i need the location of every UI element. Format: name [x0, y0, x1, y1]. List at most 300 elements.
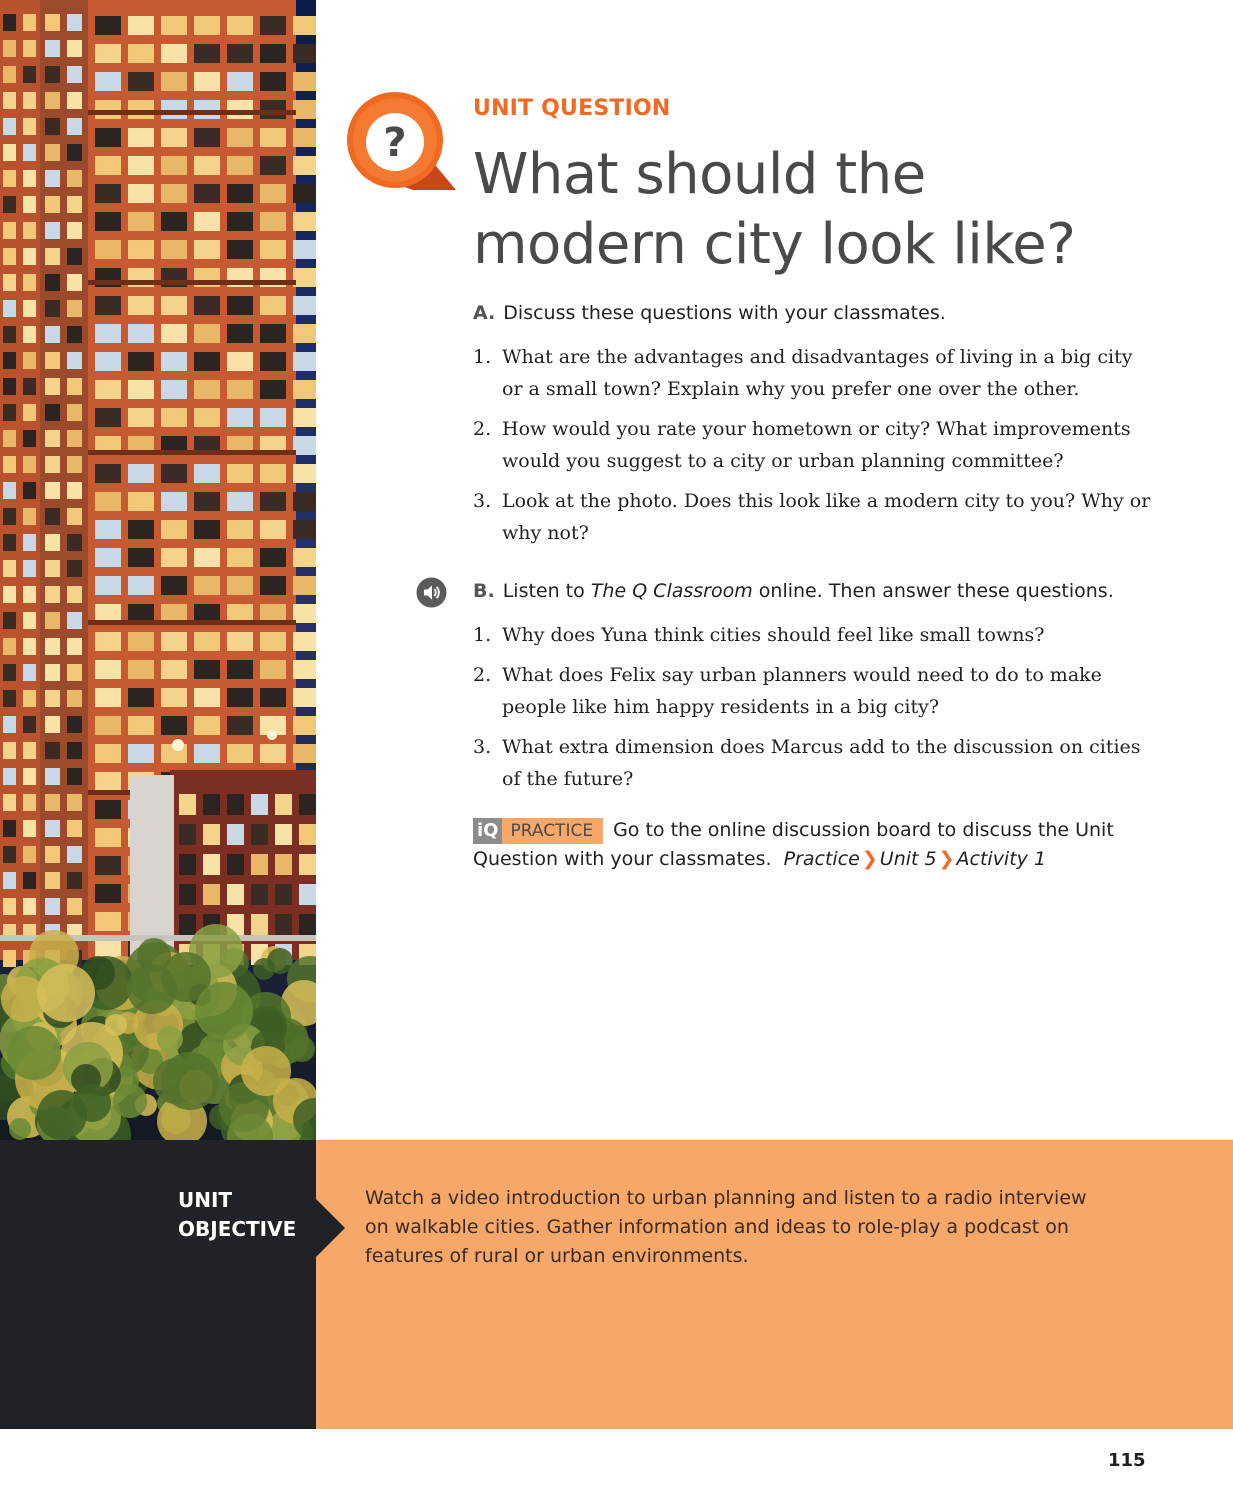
section-b-instruction-after: online. Then answer these questions.	[752, 580, 1114, 602]
building-window	[275, 914, 292, 935]
iq-practice-badge	[473, 818, 603, 844]
building-window	[23, 768, 36, 785]
speaker-icon[interactable]	[416, 577, 447, 608]
building-window	[3, 300, 16, 317]
building-window	[227, 660, 253, 679]
building-window	[67, 638, 82, 655]
building-window	[179, 824, 196, 845]
building-window	[128, 16, 154, 35]
building-window	[3, 664, 16, 681]
objective-label-panel	[0, 1140, 316, 1429]
building-window	[3, 508, 16, 525]
path-activity[interactable]: Activity 1	[956, 848, 1047, 870]
building-window	[227, 632, 253, 651]
building-window	[194, 352, 220, 371]
page-number: 115	[1108, 1450, 1146, 1471]
section-b-instruction-before: Listen to	[502, 580, 591, 602]
building-window	[128, 520, 154, 539]
building-window	[67, 508, 82, 525]
building-window	[23, 872, 36, 889]
greenery	[195, 982, 253, 1040]
question-number: 2.	[473, 664, 492, 686]
building-window	[45, 66, 60, 83]
building-window	[67, 690, 82, 707]
building-window	[67, 170, 82, 187]
building-window	[260, 128, 286, 147]
city-photo	[0, 0, 316, 1140]
unit-question-label: UNIT QUESTION	[473, 96, 671, 121]
unit-question-title	[473, 140, 1193, 280]
building-window	[251, 914, 268, 935]
building-window	[45, 40, 60, 57]
question-number: 1.	[473, 624, 492, 646]
building-window	[299, 914, 316, 935]
building-window	[67, 664, 82, 681]
building-window	[45, 690, 60, 707]
building-window	[161, 72, 187, 91]
building-window	[275, 884, 292, 905]
building-window	[260, 408, 286, 427]
building-window	[227, 324, 253, 343]
building-window	[45, 560, 60, 577]
building-window	[45, 248, 60, 265]
building-window	[95, 912, 121, 931]
building-window	[227, 688, 253, 707]
building-window	[45, 404, 60, 421]
building-window	[161, 184, 187, 203]
building-window	[45, 456, 60, 473]
section-b-questions	[473, 619, 1153, 803]
building-window	[293, 296, 316, 315]
building-window	[194, 240, 220, 259]
building-window	[23, 274, 36, 291]
building-window	[227, 492, 253, 511]
building-window	[227, 44, 253, 63]
building-window	[95, 352, 121, 371]
building-window	[3, 534, 16, 551]
question-item	[473, 731, 1153, 795]
building-window	[67, 456, 82, 473]
building-window	[161, 212, 187, 231]
question-text: Why does Yuna think cities should feel like small towns?	[502, 624, 1045, 646]
building-window	[67, 586, 82, 603]
building-window	[293, 576, 316, 595]
building-window	[3, 404, 16, 421]
q-classroom-title: The Q Classroom	[590, 580, 753, 602]
unit-question-logo-icon	[343, 90, 459, 198]
building-window	[293, 604, 316, 623]
building-window	[95, 408, 121, 427]
building-window	[3, 378, 16, 395]
building-window	[194, 324, 220, 343]
building-window	[299, 854, 316, 875]
building-window	[227, 854, 244, 875]
building-window	[227, 576, 253, 595]
building-window	[293, 548, 316, 567]
building-window	[3, 820, 16, 837]
question-number: 1.	[473, 346, 492, 368]
question-number: 3.	[473, 736, 492, 758]
building-window	[227, 520, 253, 539]
building-window	[45, 300, 60, 317]
building-window	[45, 742, 60, 759]
building-window	[45, 612, 60, 629]
building-window	[161, 100, 187, 119]
title-line-1: What should the	[473, 142, 926, 207]
building-window	[23, 248, 36, 265]
building-window	[23, 846, 36, 863]
building-window	[194, 16, 220, 35]
building-ledge	[88, 110, 296, 115]
building-window	[194, 128, 220, 147]
building-window	[194, 548, 220, 567]
iq-practice-note	[473, 816, 1173, 874]
building-window	[3, 170, 16, 187]
building-window	[203, 794, 220, 815]
building-window	[128, 688, 154, 707]
building-window	[161, 464, 187, 483]
question-number: 2.	[473, 418, 492, 440]
building-window	[260, 464, 286, 483]
building-window	[23, 482, 36, 499]
building-window	[67, 300, 82, 317]
building-window	[161, 408, 187, 427]
building-window	[95, 632, 121, 651]
building-window	[67, 326, 82, 343]
building-window	[3, 950, 16, 967]
building-window	[23, 66, 36, 83]
objective-label-line-2: OBJECTIVE	[178, 1217, 297, 1241]
question-item	[473, 485, 1153, 549]
building-window	[251, 824, 268, 845]
building-window	[3, 14, 16, 31]
building-window	[128, 128, 154, 147]
building-window	[3, 794, 16, 811]
building-window	[95, 772, 121, 791]
building-window	[67, 378, 82, 395]
building-window	[23, 196, 36, 213]
building-window	[161, 44, 187, 63]
building-window	[23, 118, 36, 135]
building-window	[227, 72, 253, 91]
building-window	[23, 742, 36, 759]
building-window	[23, 898, 36, 915]
building-window	[293, 464, 316, 483]
building-window	[194, 100, 220, 119]
building-window	[227, 212, 253, 231]
building-window	[227, 156, 253, 175]
building-window	[161, 352, 187, 371]
greenery	[105, 1014, 127, 1036]
building-window	[45, 872, 60, 889]
greenery	[289, 1036, 315, 1062]
practice-path[interactable]	[784, 848, 1046, 870]
building-window	[260, 72, 286, 91]
path-practice[interactable]: Practice	[783, 848, 860, 870]
building-window	[95, 660, 121, 679]
building-window	[128, 240, 154, 259]
building-window	[260, 100, 286, 119]
city-photo-illustration	[0, 0, 316, 1140]
building-window	[260, 688, 286, 707]
building-window	[3, 846, 16, 863]
building-window	[227, 408, 253, 427]
building-window	[3, 690, 16, 707]
building-window	[95, 688, 121, 707]
building-ledge	[88, 620, 296, 625]
building-window	[194, 744, 220, 763]
question-mark-glyph: ?	[383, 120, 407, 166]
building-window	[23, 560, 36, 577]
building-window	[128, 548, 154, 567]
building-window	[45, 144, 60, 161]
building-window	[67, 612, 82, 629]
building-window	[194, 380, 220, 399]
greenery	[37, 964, 95, 1022]
building-window	[293, 492, 316, 511]
building-window	[3, 92, 16, 109]
building-window	[194, 408, 220, 427]
building-window	[194, 156, 220, 175]
building-window	[23, 404, 36, 421]
building-window	[161, 492, 187, 511]
building-window	[67, 248, 82, 265]
building-window	[194, 520, 220, 539]
building-window	[293, 716, 316, 735]
building-window	[275, 794, 292, 815]
question-text: Look at the photo. Does this look like a modern city to you? Why or why not?	[502, 490, 1151, 544]
building-window	[293, 156, 316, 175]
building-window	[67, 274, 82, 291]
section-a-instruction: Discuss these questions with your classmates.	[503, 302, 946, 324]
building-window	[45, 378, 60, 395]
building-window	[95, 324, 121, 343]
building-window	[203, 884, 220, 905]
building-window	[23, 638, 36, 655]
building-window	[67, 846, 82, 863]
building-window	[23, 612, 36, 629]
building-window	[23, 170, 36, 187]
building-window	[194, 184, 220, 203]
building-window	[179, 914, 196, 935]
greenery	[7, 1026, 61, 1080]
building-window	[3, 872, 16, 889]
chevron-right-icon: ❯	[861, 848, 878, 870]
building-window	[227, 240, 253, 259]
building-window	[161, 716, 187, 735]
building-window	[161, 548, 187, 567]
building-window	[299, 884, 316, 905]
building-window	[128, 744, 154, 763]
greenery	[113, 1084, 147, 1118]
building-window	[227, 716, 253, 735]
building-window	[45, 196, 60, 213]
building-window	[95, 240, 121, 259]
building-window	[95, 380, 121, 399]
building-window	[128, 576, 154, 595]
building-window	[260, 576, 286, 595]
greenery	[241, 1046, 291, 1096]
building-window	[194, 716, 220, 735]
building-window	[128, 352, 154, 371]
building-window	[128, 184, 154, 203]
building-window	[227, 884, 244, 905]
building-window	[194, 632, 220, 651]
building-window	[67, 482, 82, 499]
building-window	[45, 716, 60, 733]
building-window	[67, 222, 82, 239]
building-window	[128, 408, 154, 427]
building-window	[3, 352, 16, 369]
building-window	[293, 436, 316, 455]
building-window	[67, 560, 82, 577]
building-window	[293, 660, 316, 679]
building-window	[293, 184, 316, 203]
building-window	[161, 688, 187, 707]
building-window	[227, 548, 253, 567]
building-window	[260, 632, 286, 651]
building-window	[23, 144, 36, 161]
building-window	[45, 586, 60, 603]
building-window	[128, 296, 154, 315]
building-window	[293, 128, 316, 147]
building-window	[260, 44, 286, 63]
building-window	[95, 716, 121, 735]
building-window	[128, 716, 154, 735]
building-window	[203, 854, 220, 875]
building-window	[95, 744, 121, 763]
building-window	[128, 324, 154, 343]
building-window	[227, 794, 244, 815]
building-window	[95, 184, 121, 203]
building-window	[95, 800, 121, 819]
building-window	[3, 586, 16, 603]
building-window	[45, 820, 60, 837]
building-window	[67, 40, 82, 57]
building-window	[227, 296, 253, 315]
building-window	[260, 380, 286, 399]
building-window	[293, 100, 316, 119]
building-window	[293, 688, 316, 707]
greenery	[161, 1052, 219, 1110]
building-window	[23, 378, 36, 395]
building-window	[67, 66, 82, 83]
building-window	[95, 44, 121, 63]
building-window	[227, 824, 244, 845]
building-window	[95, 548, 121, 567]
greenery	[73, 1084, 111, 1122]
practice-text: Go to the online discussion board to discuss the Unit Question with your classmates.	[473, 819, 1114, 870]
objective-label-line-1: UNIT	[178, 1188, 233, 1212]
question-item	[473, 619, 1153, 651]
building-window	[95, 156, 121, 175]
building-window	[95, 296, 121, 315]
building-window	[67, 794, 82, 811]
building-window	[128, 632, 154, 651]
building-window	[260, 660, 286, 679]
street-light	[267, 730, 277, 740]
building-window	[67, 820, 82, 837]
building-window	[227, 184, 253, 203]
question-item	[473, 341, 1153, 405]
building-window	[45, 534, 60, 551]
section-a-heading	[473, 302, 946, 324]
building-window	[161, 16, 187, 35]
building-window	[67, 196, 82, 213]
building-window	[45, 664, 60, 681]
building-window	[275, 824, 292, 845]
building-window	[179, 854, 196, 875]
building-window	[95, 100, 121, 119]
building-window	[45, 430, 60, 447]
building-window	[23, 430, 36, 447]
building-window	[227, 744, 253, 763]
building-window	[45, 352, 60, 369]
building-window	[45, 274, 60, 291]
building-window	[3, 482, 16, 499]
building-window	[260, 240, 286, 259]
building-window	[67, 352, 82, 369]
building-window	[194, 44, 220, 63]
building-window	[179, 794, 196, 815]
building-window	[293, 240, 316, 259]
greenery	[9, 1118, 31, 1140]
building-window	[45, 118, 60, 135]
building-window	[95, 128, 121, 147]
building-window	[293, 408, 316, 427]
building-window	[128, 380, 154, 399]
building-window	[23, 456, 36, 473]
building-window	[45, 14, 60, 31]
unit-objective-text: Watch a video introduction to urban planning and listen to a radio interview on walkable cities. Gather information and ideas to role-play a podcast on features of rural or urban environments.	[365, 1187, 1087, 1267]
building-window	[23, 352, 36, 369]
building-window	[95, 520, 121, 539]
question-text: How would you rate your hometown or city? What improvements would you suggest to a city or urban planning committee?	[502, 418, 1131, 472]
building-window	[3, 638, 16, 655]
building-window	[3, 144, 16, 161]
building-window	[95, 576, 121, 595]
building-window	[128, 44, 154, 63]
building-window	[260, 324, 286, 343]
building-window	[227, 464, 253, 483]
building-window	[293, 744, 316, 763]
iq-logo: iQ	[473, 818, 502, 844]
building-window	[3, 248, 16, 265]
building-window	[95, 72, 121, 91]
building-window	[95, 464, 121, 483]
building-window	[45, 768, 60, 785]
building-window	[275, 854, 292, 875]
building-window	[95, 828, 121, 847]
building-window	[23, 820, 36, 837]
building-window	[128, 464, 154, 483]
building-window	[227, 100, 253, 119]
building-window	[95, 884, 121, 903]
building-window	[3, 742, 16, 759]
path-unit[interactable]: Unit 5	[879, 848, 937, 870]
building-window	[95, 856, 121, 875]
building-window	[227, 380, 253, 399]
building-window	[194, 464, 220, 483]
building-window	[23, 794, 36, 811]
building-window	[161, 128, 187, 147]
building-window	[293, 380, 316, 399]
question-item	[473, 659, 1153, 723]
building-window	[3, 326, 16, 343]
question-item	[473, 413, 1153, 477]
building-window	[45, 508, 60, 525]
building-window	[293, 632, 316, 651]
